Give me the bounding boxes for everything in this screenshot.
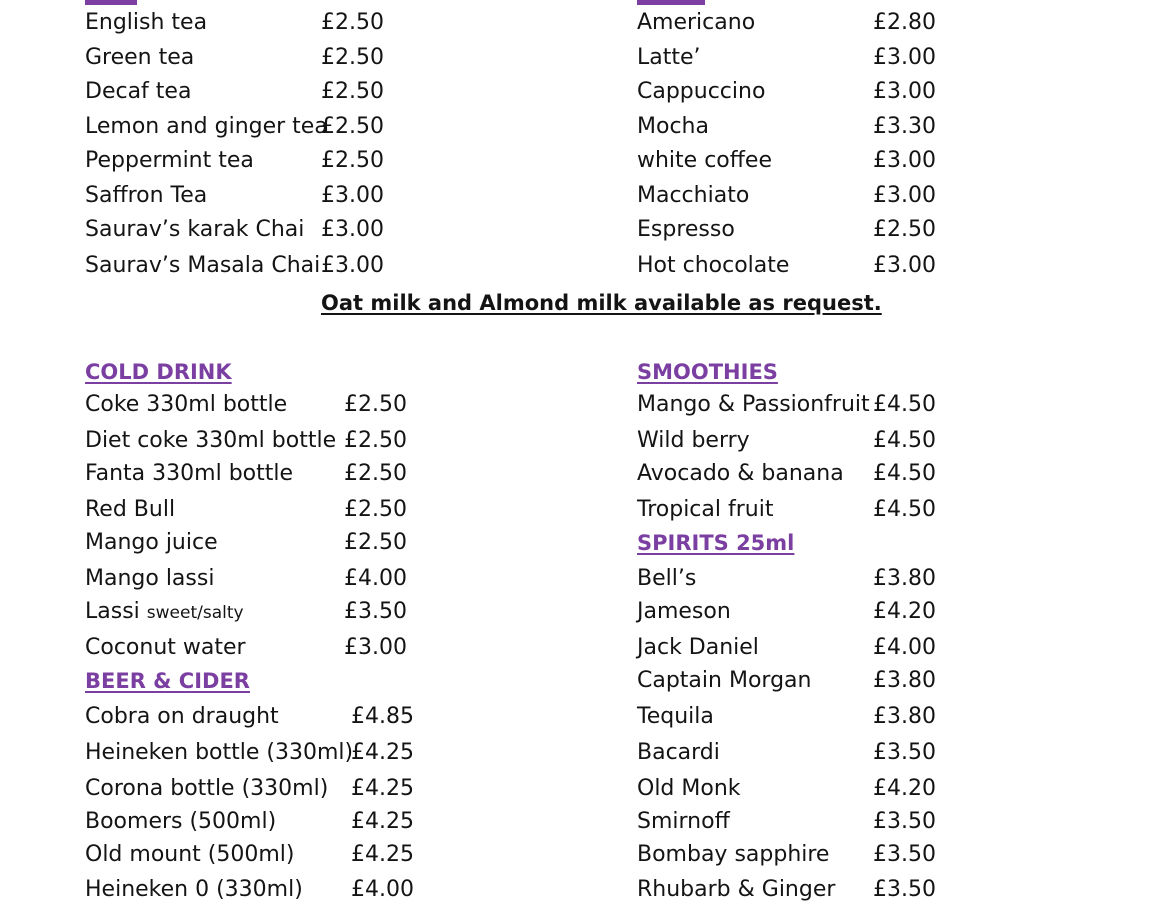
smoothies-heading: SMOOTHIES: [637, 360, 778, 384]
cold-drink-heading: COLD DRINK: [85, 360, 232, 384]
beer-cider-heading: BEER & CIDER: [85, 669, 250, 693]
coffee-heading-cut: [637, 0, 705, 5]
left-lower-column: COLD DRINK Coke 330ml bottle £2.50 Diet coke 330ml bottle £2.50 Fanta 330ml bottle £2.50 Red Bull £2.50 Mango juice £2.50 Mango lassi £4.00 Lassi sweet/salty £3.50 Coconut water £3.00 BEER & CIDER Cobra on draught £4.85 Heineken bottle (330ml) £4.25 Corona bottle (330ml) £4.25 Boomers (500ml) £4.25 Old mount (500ml) £4.25 Heineken 0 (330ml) £4.00: [85, 357, 425, 900]
right-lower-column: SMOOTHIES Mango & Passionfruit £4.50 Wild berry £4.50 Avocado & banana £4.50 Tropical fruit £4.50 SPIRITS 25ml Bell’s £3.80 Jameson £4.20 Jack Daniel £4.00 Captain Morgan £3.80 Tequila £3.80 Bacardi £3.50 Old Monk £4.20 Smirnoff £3.50 Bombay sapphire £3.50 Rhubarb & Ginger £3.50: [637, 357, 957, 900]
coffee-list: Americano £2.80 Latte’ £3.00 Cappuccino £3.00 Mocha £3.30 white coffee £3.00 Macchiato £3.00 Espresso £2.50 Hot chocolate £3.00: [637, 10, 936, 278]
spirits-heading: SPIRITS 25ml: [637, 531, 795, 555]
tea-heading-cut: [85, 0, 137, 5]
milk-note: Oat milk and Almond milk available as request.: [321, 291, 882, 315]
tea-list: English tea £2.50 Green tea £2.50 Decaf tea £2.50 Lemon and ginger tea £2.50 Peppermint tea £2.50 Saffron Tea £3.00 Saurav’s karak Chai £3.00 Saurav’s Masala Chai £3.00: [85, 10, 384, 278]
